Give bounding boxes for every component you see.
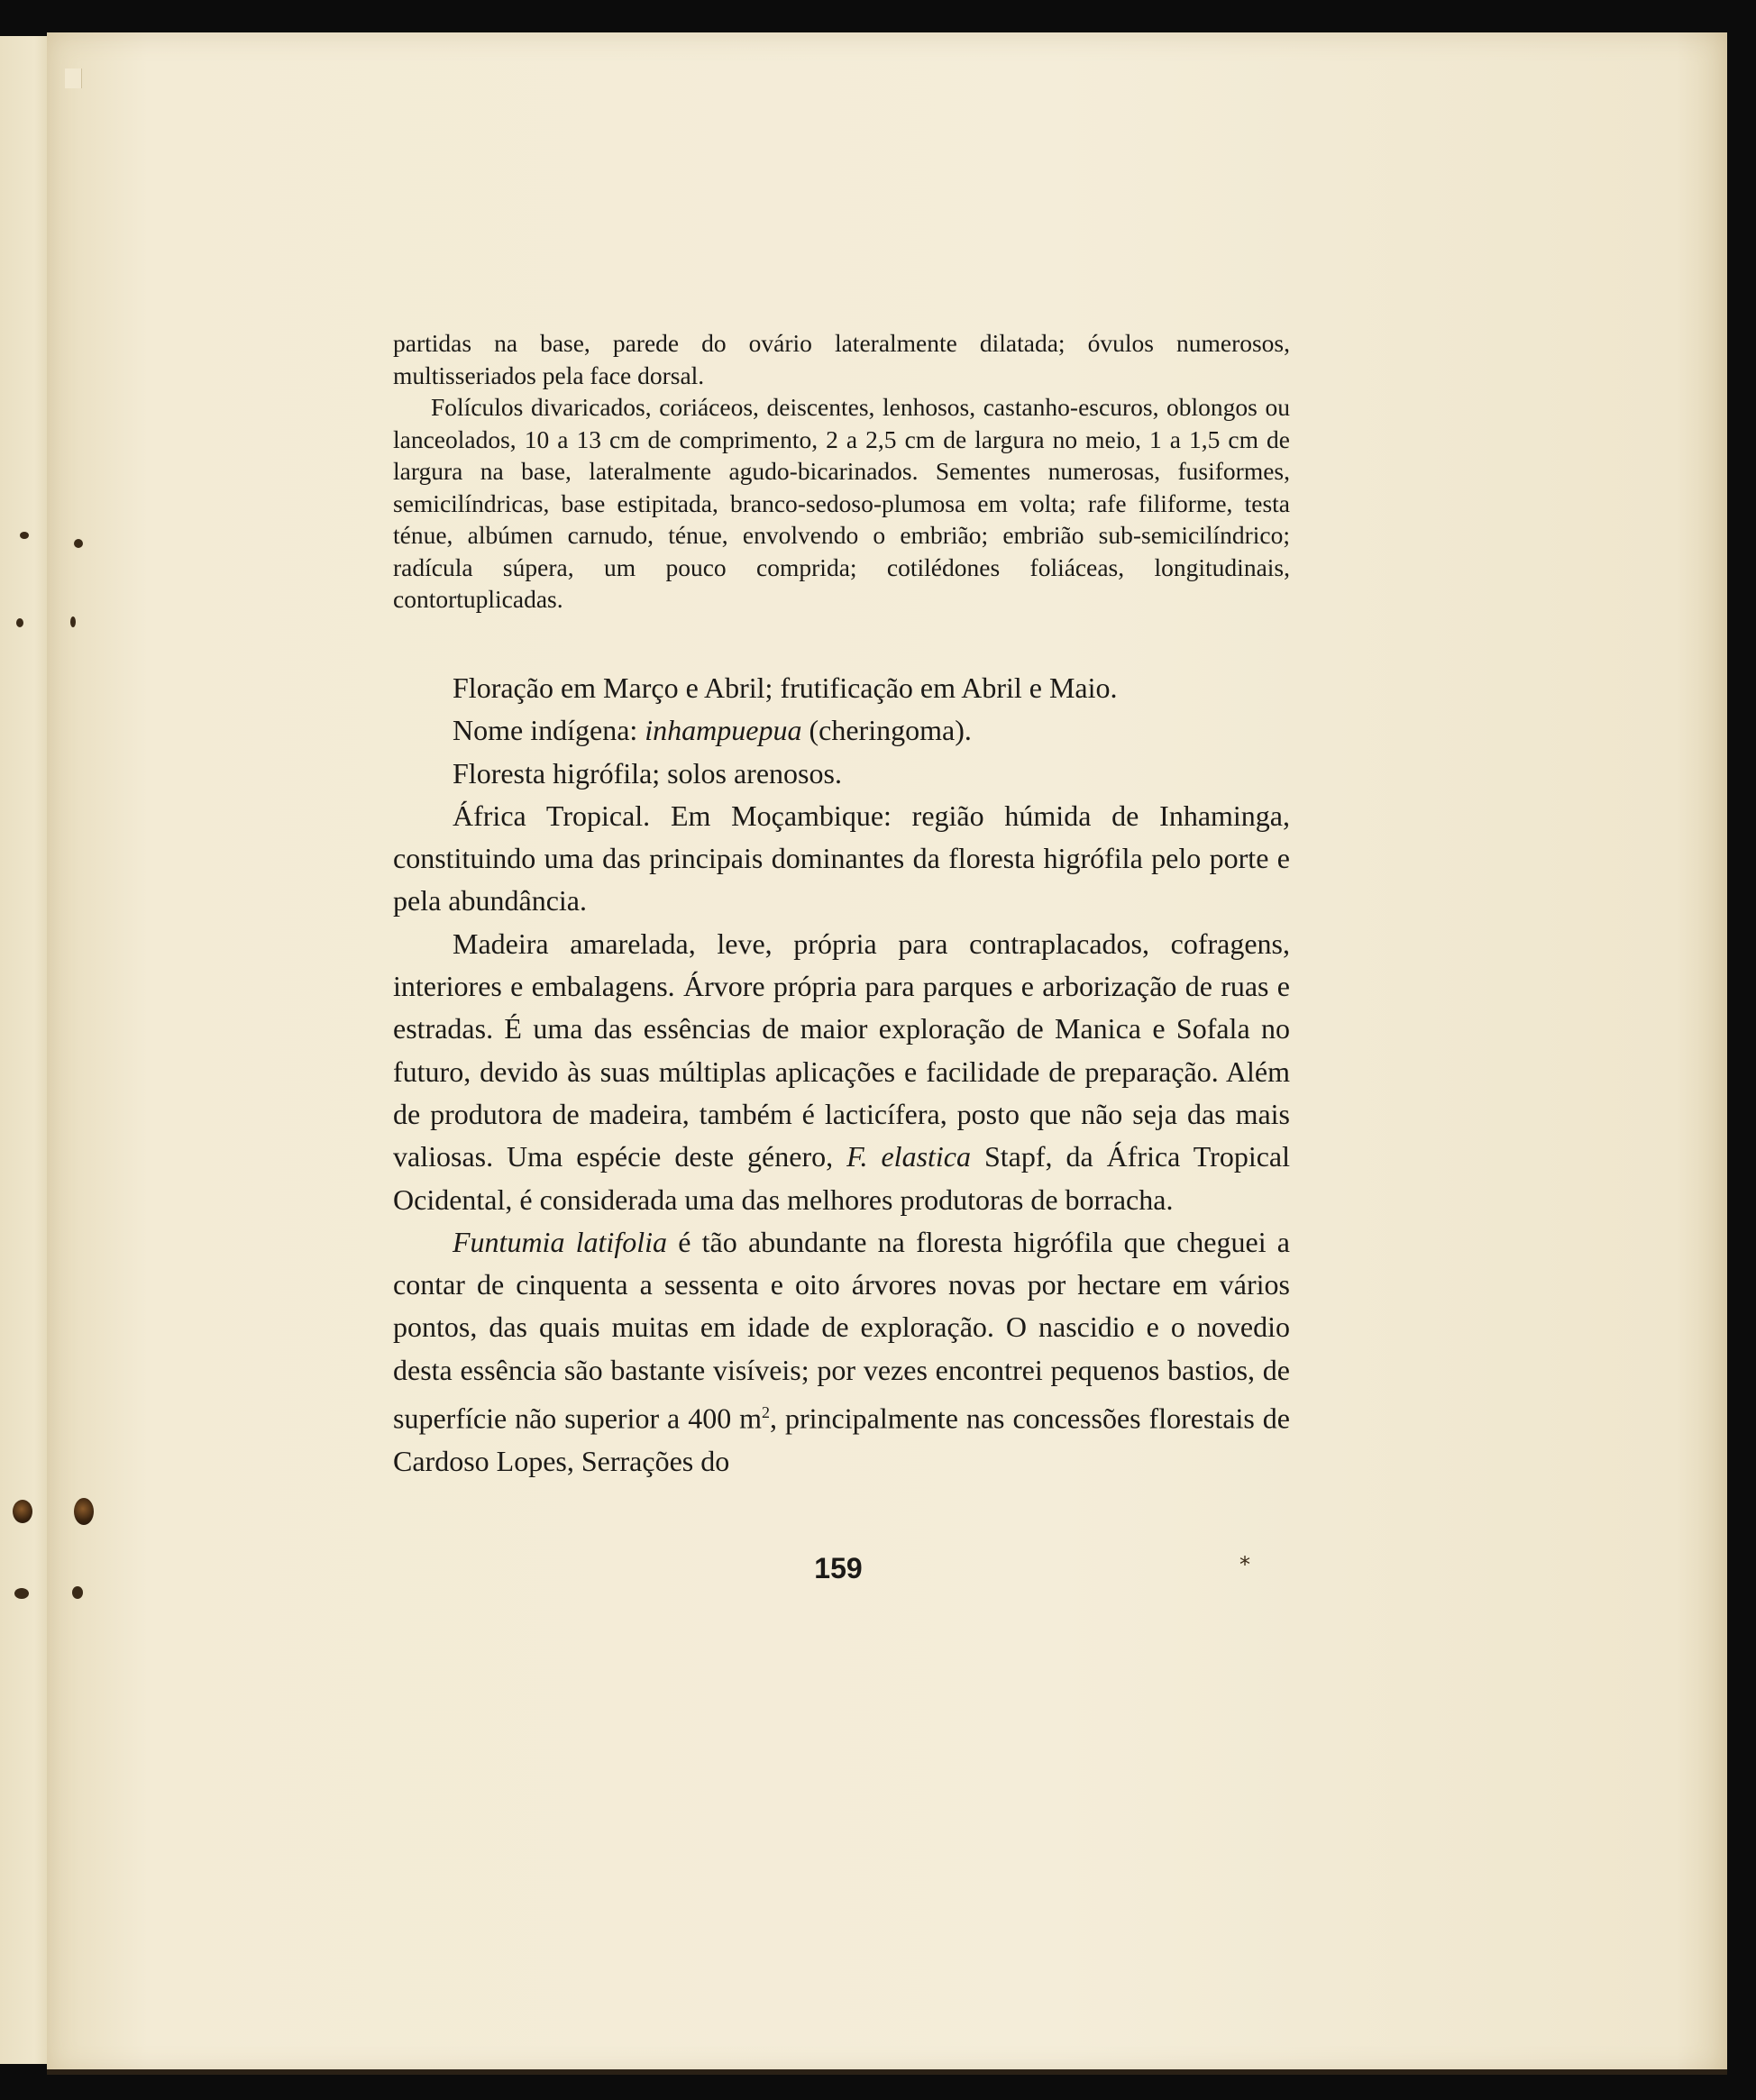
indigenous-name-place: (cheringoma). <box>809 714 972 747</box>
wood-text-end: Stapf, da África Tropical Ocidental, é considerada uma das melhores produtoras de borracha. <box>393 1140 1291 1216</box>
indigenous-name: inhampuepua <box>645 714 802 747</box>
paragraph-abundance <box>393 1221 1290 1483</box>
binding-mark <box>70 616 76 627</box>
species-name: F. elastica <box>846 1140 972 1173</box>
indigenous-name-label: Nome indígena: <box>453 714 638 747</box>
superscript: 2 <box>762 1403 771 1422</box>
paragraph-follicles: Folículos divaricados, coriáceos, deiscentes, lenhosos, castanho-escuros, oblongos ou lanceolados, 10 a 13 cm de comprimento, 2 a 2,5 cm de largura no meio, 1 a 1,5 cm de largura na base, lateralmente agudo-bicarinados. Sementes numerosas, fusiformes, semicilíndricas, base estipitada, branco-sedoso-plumosa em volta; rafe filiforme, testa ténue, albúmen carnudo, ténue, envolvendo o embrião; embrião sub-semicilíndrico; radícula súpera, um pouco comprida; cotilédones foliáceas, longitudinais, contortuplicadas. <box>393 393 1290 613</box>
page-corner <box>65 68 82 88</box>
binding-mark <box>14 1588 29 1599</box>
binding-mark <box>74 539 83 548</box>
species-name: Funtumia latifolia <box>453 1225 667 1258</box>
binding-hole <box>74 1498 94 1525</box>
footer-mark: * <box>1239 1552 1250 1577</box>
paragraph-indigenous-name <box>393 709 1290 752</box>
description-text <box>393 327 1290 616</box>
paragraph-habitat: Floresta higrófila; solos arenosos. <box>453 756 842 790</box>
abundance-text-end: , principalmente nas concessões florestais de Cardoso Lopes, Serrações do <box>393 1402 1291 1477</box>
binding-mark <box>20 532 29 539</box>
binding-mark <box>16 618 23 627</box>
page-shadow <box>47 2069 1727 2075</box>
binding-mark <box>72 1586 83 1599</box>
paragraph-ovary: partidas na base, parede do ovário lateralmente dilatada; óvulos numerosos, multisseriados pela face dorsal. <box>393 329 1290 389</box>
paragraph-flowering: Floração em Março e Abril; frutificação em Abril e Maio. <box>453 671 1118 704</box>
wood-text: Madeira amarelada, leve, própria para contraplacados, cofragens, interiores e embalagens. Árvore própria para parques e arborização de ruas e estradas. É uma das essências de maior exploração de Manica e Sofala no futuro, devido às suas múltiplas aplicações e facilidade de preparação. Além de produtora de madeira, também é lacticífera, posto que não seja das mais valiosas. Uma espécie deste género, <box>393 927 1290 1173</box>
page-number: 159 <box>814 1552 863 1584</box>
paragraph-wood <box>393 923 1290 1221</box>
ecology-text <box>393 667 1290 1483</box>
binding-hole <box>13 1500 32 1523</box>
paragraph-distribution: África Tropical. Em Moçambique: região húmida de Inhaminga, constituindo uma das principais dominantes da floresta higrófila pelo porte e pela abundância. <box>393 799 1290 918</box>
abundance-text: é tão abundante na floresta higrófila que cheguei a contar de cinquenta a sessenta e oito árvores novas por hectare em vários pontos, das quais muitas em idade de exploração. O nascidio e o novedio desta essência são bastante visíveis; por vezes encontrei pequenos bastios, de superfície não superior a 400 m <box>393 1225 1291 1435</box>
